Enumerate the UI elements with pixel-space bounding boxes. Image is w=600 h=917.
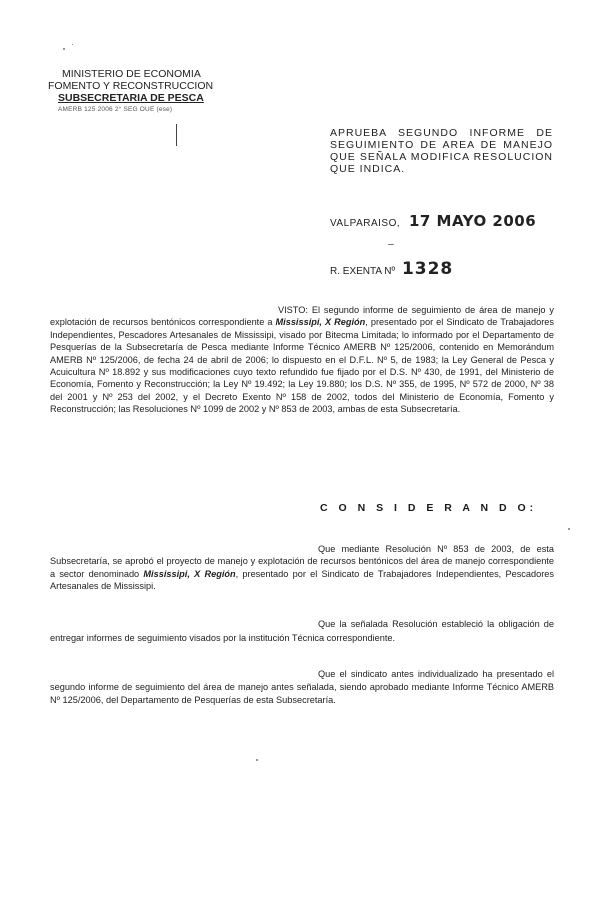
dateline (330, 212, 536, 230)
visto-paragraph (50, 304, 554, 416)
resolution-number (330, 259, 453, 279)
dateline-city: VALPARAISO, (330, 218, 401, 229)
scan-speck (256, 759, 258, 761)
letterhead-ministry-cont: FOMENTO Y RECONSTRUCCION (48, 80, 214, 92)
considerando-p1-end: , presentado por el Sindicato de Trabajadores Independientes, Pescadores Artesanales de Mississipi. (50, 568, 554, 592)
letterhead-ministry: MINISTERIO DE ECONOMIA (62, 68, 201, 80)
visto-label: VISTO: (278, 305, 308, 315)
considerando-p1-place: Mississipi, X Región (143, 568, 236, 579)
scan-speck (72, 44, 73, 45)
visto-place: Mississipi, X Región (275, 317, 366, 328)
considerando-p2: Que la señalada Resolución estableció la obligación de entregar informes de seguimiento visados por la institución Técnica correspondiente. (50, 619, 554, 643)
letterhead-reference: AMERB 125 2006 2° SEG OUE (ese) (58, 106, 173, 113)
scan-speck (388, 244, 394, 245)
considerando-p1-start: Que mediante Resolución Nº 853 de 2003, de esta Subsecretaría, se aprobó el proyecto de manejo y explotación de recursos bentónicos del área de manejo correspondiente a sector denominado (50, 544, 554, 579)
considerando-p3: Que el sindicato antes individualizado ha presentado el segundo informe de seguimiento del área de manejo antes señalada, siendo aprobado mediante Informe Técnico AMERB Nº 125/2006, del Departamento de Pesquerías de esta Subsecretaría. (50, 669, 554, 705)
visto-text-start: El segundo informe de seguimiento de área de manejo y explotación de recursos bentónicos correspondiente a (50, 305, 554, 328)
considerando-paragraph-1 (50, 543, 554, 593)
resolution-number-stamp: 1328 (401, 259, 454, 279)
visto-text-rest: , presentado por el Sindicato de Trabajadores Independientes, Pescadores Artesanales de Mississipi, visado por Bitecma Limitada; lo informado por el Departamento de Pesquerías de la Subsecretaría de Pesca mediante Informe Técnico AMERB Nº 125/2006, contenido en Memorándum AMERB Nº 125/2006, de fecha 24 de abril de 2006; lo dispuesto en el D.F.L. Nº 5, de 1983; la Ley General de Pesca y Acuicultura Nº 18.892 y sus modificaciones cuyo texto refundido fue fijado por el D.S. Nº 430, de 1991, del Ministerio de Economía, Fomento y Reconstrucción; la Ley Nº 19.492; la Ley 19.880; los D.S. Nº 355, de 1995, Nº 572 de 2000, Nº 38 del 2001 y Nº 253 del 2002, y el Decreto Exento Nº 158 de 2002, todos del Ministerio de Economía, Fomento y Reconstrucción; las Resoluciones Nº 1099 de 2002 y Nº 853 de 2003, ambas de esta Subsecretaría. (50, 317, 554, 415)
document-title: APRUEBA SEGUNDO INFORME DE SEGUIMIENTO DE AREA DE MANEJO QUE SEÑALA MODIFICA RESOLUCION QUE INDICA. (330, 127, 553, 175)
dateline-date-stamp: 17 MAYO 2006 (408, 212, 537, 230)
considerando-paragraph-2 (50, 617, 554, 645)
considerando-heading: C O N S I D E R A N D O: (320, 502, 538, 514)
scan-speck (63, 48, 65, 50)
considerando-paragraph-3 (50, 668, 554, 707)
resolution-label: R. EXENTA Nº (330, 266, 396, 277)
letterhead (48, 68, 228, 104)
scan-speck (568, 528, 570, 530)
letterhead-subsecretaria: SUBSECRETARIA DE PESCA (58, 92, 204, 104)
margin-mark (176, 124, 177, 146)
